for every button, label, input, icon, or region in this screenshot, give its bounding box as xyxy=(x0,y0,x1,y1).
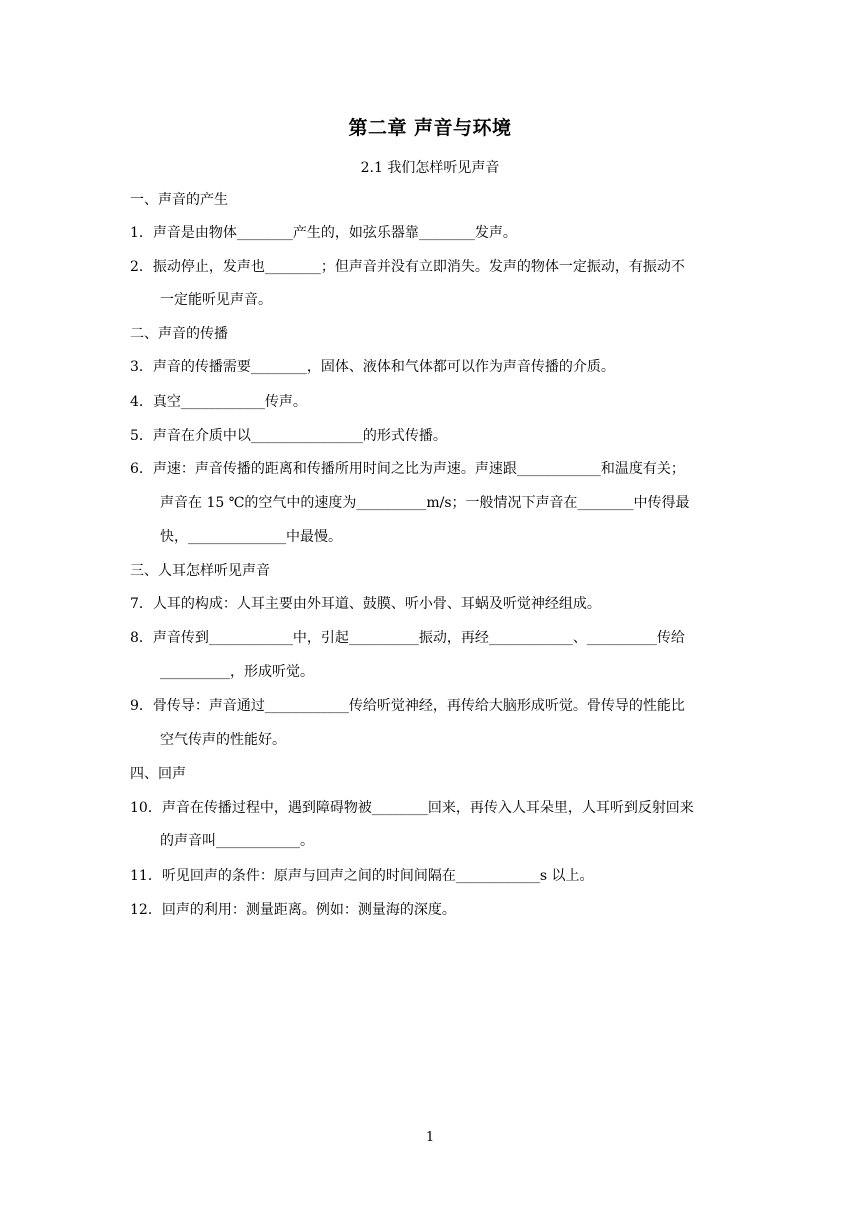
item-8: 8．声音传到____________中，引起__________振动，再经____________、__________传给 xyxy=(130,630,685,646)
section-subtitle: 2.1 我们怎样听见声音 xyxy=(360,160,500,176)
item-6-continued-1: 声音在 15 ℃的空气中的速度为__________m/s；一般情况下声音在________中传得最 xyxy=(160,495,690,511)
item-9-continued: 空气传声的性能好。 xyxy=(160,732,286,748)
item-6: 6．声速：声音传播的距离和传播所用时间之比为声速。声速跟____________和温度有关； xyxy=(130,461,685,477)
item-11: 11．听见回声的条件：原声与回声之间的时间间隔在____________s 以上。 xyxy=(130,868,594,884)
page-number: 1 xyxy=(425,1130,435,1145)
item-3: 3．声音的传播需要________，固体、液体和气体都可以作为声音传播的介质。 xyxy=(130,359,615,375)
heading-hearing: 三、人耳怎样听见声音 xyxy=(130,563,270,579)
item-12: 12．回声的利用：测量距离。例如：测量海的深度。 xyxy=(130,902,456,918)
chapter-title: 第二章 声音与环境 xyxy=(348,117,512,139)
item-9: 9．骨传导：声音通过____________传给听觉神经，再传给大脑形成听觉。骨传导的性能比 xyxy=(130,698,685,714)
item-10: 10．声音在传播过程中，遇到障碍物被________回来，再传入人耳朵里，人耳听到反射回来 xyxy=(130,800,694,816)
item-4: 4．真空____________传声。 xyxy=(130,394,307,410)
heading-echo: 四、回声 xyxy=(130,766,186,782)
item-2: 2．振动停止，发声也________；但声音并没有立即消失。发声的物体一定振动，有振动不 xyxy=(130,259,685,275)
heading-sound-propagation: 二、声音的传播 xyxy=(130,326,228,342)
item-2-continued: 一定能听见声音。 xyxy=(160,292,272,308)
item-8-continued: __________，形成听觉。 xyxy=(160,664,314,680)
item-5: 5．声音在介质中以________________的形式传播。 xyxy=(130,428,447,444)
heading-sound-production: 一、声音的产生 xyxy=(130,192,228,208)
item-6-continued-2: 快，______________中最慢。 xyxy=(160,529,342,545)
item-7: 7．人耳的构成：人耳主要由外耳道、鼓膜、听小骨、耳蜗及听觉神经组成。 xyxy=(130,596,601,612)
item-10-continued: 的声音叫____________。 xyxy=(160,833,314,849)
item-1: 1．声音是由物体________产生的，如弦乐器靠________发声。 xyxy=(130,225,517,241)
